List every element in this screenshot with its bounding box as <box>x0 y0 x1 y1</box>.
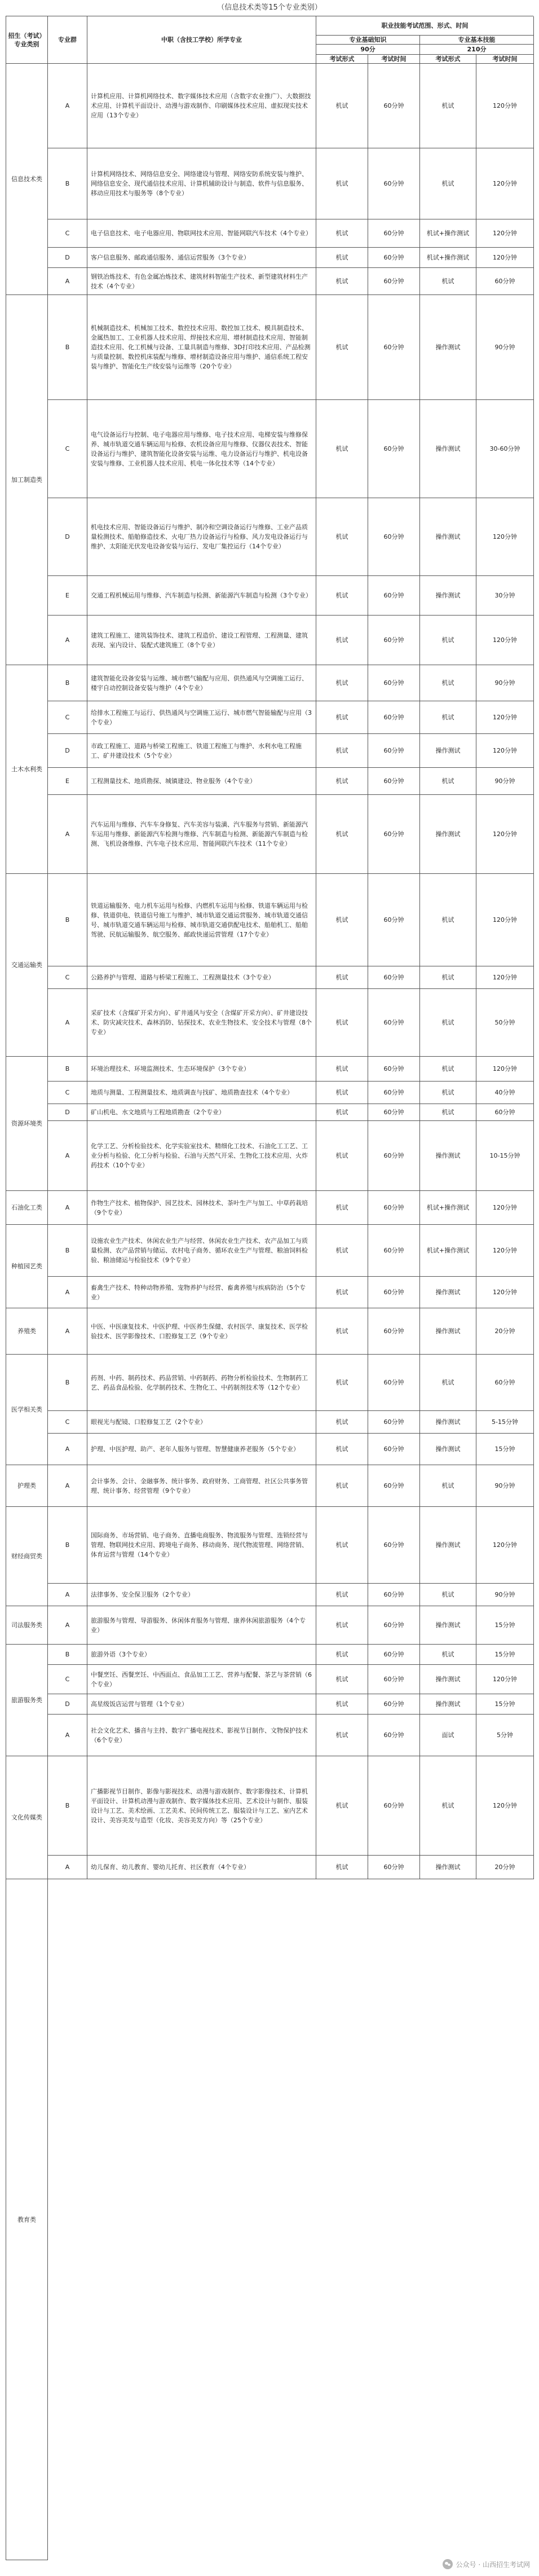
group-cell: B <box>48 1355 87 1411</box>
majors-cell: 机电技术应用、智能设备运行与维护、制冷和空调设备运行与维修、工业产品质量检测技术、船舶修造技术、火电厂热力设备运行与检修、风力发电设备运行与维护、太阳能光伏发电设备安装与运行、发电厂集控运行（14个专业） <box>87 498 316 576</box>
category-cell: 教育类 <box>6 1879 48 2560</box>
category-cell: 信息技术类 <box>6 64 48 295</box>
skill-form-cell: 机试 <box>420 874 476 966</box>
skill-time-cell: 120分钟 <box>476 219 534 248</box>
knowledge-form-cell: 机试 <box>316 498 368 576</box>
skill-form-cell: 机试+操作测试 <box>420 1225 476 1277</box>
knowledge-form-cell: 机试 <box>316 665 368 701</box>
category-cell: 种植园艺类 <box>6 1225 48 1308</box>
skill-time-cell: 120分钟 <box>476 1057 534 1082</box>
knowledge-time-cell: 60分钟 <box>368 1756 420 1856</box>
majors-cell: 社会文化艺术、播音与主持、数字广播电视技术、影视节目制作、文物保护技术（6个专业） <box>87 1715 316 1756</box>
group-cell: A <box>48 1606 87 1645</box>
majors-cell: 钢铁冶炼技术、有色金属冶炼技术、建筑材料智能生产技术、新型建筑材料生产技术（4个专业） <box>87 268 316 295</box>
header-basic-score: 90分 <box>316 45 420 55</box>
group-cell: A <box>48 989 87 1057</box>
majors-cell: 给排水工程施工与运行、供热通风与空调施工运行、城市燃气智能输配与应用（3个专业） <box>87 701 316 734</box>
majors-cell: 广播影视节目制作、影像与影视技术、动漫与游戏制作、数字影像技术、计算机平面设计、计算机动漫与游戏制作、数字媒体技术应用、艺术设计与制作、服装设计与工艺、美术绘画、工艺美术、民间传统工艺、服装设计与工艺、室内艺术设计、美容美发与造型（化妆、美容美发方向）等（25个专业） <box>87 1756 316 1856</box>
majors-cell: 眼视光与配镜、口腔修复工艺（2个专业） <box>87 1411 316 1434</box>
knowledge-form-cell: 机试 <box>316 576 368 616</box>
skill-time-cell: 15分钟 <box>476 1645 534 1665</box>
skill-form-cell: 机试 <box>420 701 476 734</box>
header-skill-score: 210分 <box>420 45 534 55</box>
category-cell: 资源环境类 <box>6 1057 48 1191</box>
skill-time-cell: 90分钟 <box>476 665 534 701</box>
knowledge-form-cell: 机试 <box>316 1121 368 1191</box>
skill-form-cell: 操作测试 <box>420 1507 476 1584</box>
knowledge-form-cell: 机试 <box>316 1191 368 1225</box>
majors-cell: 会计事务、会计、金融事务、统计事务、政府财务、工商管理、社区公共事务管理、统计事务、经营管理（9个专业） <box>87 1465 316 1507</box>
knowledge-form-cell: 机试 <box>316 734 368 768</box>
skill-form-cell: 机试 <box>420 64 476 148</box>
skill-time-cell: 15分钟 <box>476 1606 534 1645</box>
header-exam-scope: 职业技能考试范围、形式、时间 <box>316 16 534 36</box>
skill-form-cell: 操作测试 <box>420 1665 476 1694</box>
majors-cell: 汽车运用与维修、汽车车身修复、汽车美容与装潢、汽车服务与营销、新能源汽车运用与维修、新能源汽车检测与维修、汽车制造与检测、新能源汽车制造与检测、飞机设备维修、汽车电子技术应用、智能网联汽车技术（11个专业） <box>87 795 316 874</box>
skill-form-cell: 机试+操作测试 <box>420 219 476 248</box>
knowledge-time-cell: 60分钟 <box>368 874 420 966</box>
majors-cell: 工程测量技术、地质勘探、城镇建设、物业服务（4个专业） <box>87 768 316 795</box>
wechat-icon <box>443 2559 453 2569</box>
skill-time-cell: 120分钟 <box>476 1756 534 1856</box>
skill-form-cell: 操作测试 <box>420 1694 476 1715</box>
skill-form-cell: 操作测试 <box>420 1277 476 1308</box>
skill-form-cell: 机试 <box>420 665 476 701</box>
skill-form-cell: 操作测试 <box>420 498 476 576</box>
group-cell: A <box>48 1277 87 1308</box>
header-basic-knowledge: 专业基础知识 <box>316 36 420 45</box>
category-cell: 土木水利类 <box>6 665 48 874</box>
skill-time-cell: 120分钟 <box>476 616 534 665</box>
skill-form-cell: 操作测试 <box>420 1856 476 1879</box>
group-cell: B <box>48 1225 87 1277</box>
knowledge-form-cell: 机试 <box>316 1756 368 1856</box>
skill-time-cell: 120分钟 <box>476 966 534 989</box>
group-cell: B <box>48 665 87 701</box>
skill-time-cell: 120分钟 <box>476 498 534 576</box>
knowledge-form-cell: 机试 <box>316 148 368 219</box>
skill-time-cell: 120分钟 <box>476 64 534 148</box>
knowledge-form-cell: 机试 <box>316 1411 368 1434</box>
category-cell: 医学相关类 <box>6 1355 48 1465</box>
knowledge-time-cell: 60分钟 <box>368 1465 420 1507</box>
skill-time-cell: 40分钟 <box>476 1082 534 1104</box>
group-cell: A <box>48 795 87 874</box>
majors-cell: 电气设备运行与控制、电子电器应用与维修、电子技术应用、电梯安装与维修保养、城市轨道交通车辆运用与检修、农机设备应用与维修、仪器仪表技术、智能设备运行与维护、建筑智能化设备安装与运维、电力设备运行与维护、机电设备安装与维修、工业机器人技术应用、机电一体化技术等（14个专业） <box>87 400 316 498</box>
knowledge-form-cell: 机试 <box>316 1694 368 1715</box>
majors-cell: 建筑智能化设备安装与运维、城市燃气输配与应用、供热通风与空调施工运行、楼宇自动控制设备安装与维护（4个专业） <box>87 665 316 701</box>
majors-cell: 矿山机电、水文地质与工程地质勘查（2个专业） <box>87 1104 316 1121</box>
knowledge-form-cell: 机试 <box>316 64 368 148</box>
knowledge-form-cell: 机试 <box>316 616 368 665</box>
knowledge-time-cell: 60分钟 <box>368 1694 420 1715</box>
group-cell: A <box>48 1465 87 1507</box>
majors-cell: 化学工艺、分析检验技术、化学实验室技术、精细化工技术、石油化工工艺、工业分析与检验、化工分析与检验、石油与天然气开采、生物化工技术应用、火炸药技术（10个专业） <box>87 1121 316 1191</box>
majors-cell: 交通工程机械运用与维修、汽车制造与检测、新能源汽车制造与检测（3个专业） <box>87 576 316 616</box>
group-cell: A <box>48 64 87 148</box>
skill-form-cell: 机试 <box>420 148 476 219</box>
knowledge-time-cell: 60分钟 <box>368 400 420 498</box>
skill-time-cell: 20分钟 <box>476 1308 534 1355</box>
skill-time-cell: 120分钟 <box>476 1191 534 1225</box>
group-cell: A <box>48 1584 87 1606</box>
skill-time-cell: 60分钟 <box>476 1104 534 1121</box>
knowledge-form-cell: 机试 <box>316 1665 368 1694</box>
group-cell: E <box>48 576 87 616</box>
skill-time-cell: 120分钟 <box>476 701 534 734</box>
skill-time-cell: 120分钟 <box>476 148 534 219</box>
majors-cell: 旅游服务与管理、导游服务、休闲体育服务与管理、康养休闲旅游服务（4个专业） <box>87 1606 316 1645</box>
knowledge-time-cell: 60分钟 <box>368 1856 420 1879</box>
skill-form-cell: 机试 <box>420 1355 476 1411</box>
majors-cell: 中餐烹饪、西餐烹饪、中西面点、食品加工工艺、营养与配餐、茶艺与茶营销（6个专业） <box>87 1665 316 1694</box>
knowledge-time-cell: 60分钟 <box>368 1057 420 1082</box>
group-cell: D <box>48 1694 87 1715</box>
group-cell: C <box>48 400 87 498</box>
group-cell: B <box>48 148 87 219</box>
table-caption: （信息技术类等15个专业类别） <box>217 3 322 12</box>
group-cell: B <box>48 874 87 966</box>
skill-form-cell: 操作测试 <box>420 1308 476 1355</box>
knowledge-form-cell: 机试 <box>316 1225 368 1277</box>
category-cell: 文化传媒类 <box>6 1756 48 1879</box>
group-cell: A <box>48 1308 87 1355</box>
knowledge-time-cell: 60分钟 <box>368 1225 420 1277</box>
knowledge-time-cell: 60分钟 <box>368 966 420 989</box>
majors-cell: 客户信息服务、邮政通信服务、通信运营服务（3个专业） <box>87 248 316 268</box>
skill-time-cell: 60分钟 <box>476 268 534 295</box>
knowledge-time-cell: 60分钟 <box>368 1277 420 1308</box>
knowledge-time-cell: 60分钟 <box>368 1191 420 1225</box>
knowledge-time-cell: 60分钟 <box>368 1121 420 1191</box>
group-cell: A <box>48 1715 87 1756</box>
knowledge-form-cell: 机试 <box>316 1277 368 1308</box>
knowledge-time-cell: 60分钟 <box>368 1584 420 1606</box>
knowledge-time-cell: 60分钟 <box>368 768 420 795</box>
skill-time-cell: 120分钟 <box>476 795 534 874</box>
knowledge-form-cell: 机试 <box>316 768 368 795</box>
group-cell: D <box>48 734 87 768</box>
group-cell: B <box>48 1756 87 1856</box>
skill-form-cell: 操作测试 <box>420 1606 476 1645</box>
skill-form-cell: 机试 <box>420 768 476 795</box>
knowledge-form-cell: 机试 <box>316 268 368 295</box>
header-category: 招生（考试）专业类别 <box>6 16 48 64</box>
knowledge-time-cell: 60分钟 <box>368 248 420 268</box>
majors-cell: 环境治理技术、环境监测技术、生态环境保护（3个专业） <box>87 1057 316 1082</box>
skill-time-cell: 120分钟 <box>476 1507 534 1584</box>
category-cell: 加工制造类 <box>6 295 48 665</box>
knowledge-time-cell: 60分钟 <box>368 1308 420 1355</box>
skill-form-cell: 操作测试 <box>420 795 476 874</box>
knowledge-time-cell: 60分钟 <box>368 1507 420 1584</box>
skill-form-cell: 操作测试 <box>420 1411 476 1434</box>
majors-cell: 法律事务、安全保卫服务（2个专业） <box>87 1584 316 1606</box>
knowledge-form-cell: 机试 <box>316 1645 368 1665</box>
skill-form-cell: 机试 <box>420 989 476 1057</box>
skill-time-cell: 5分钟 <box>476 1715 534 1756</box>
header-basic-skill: 专业基本技能 <box>420 36 534 45</box>
knowledge-time-cell: 60分钟 <box>368 1665 420 1694</box>
majors-cell: 采矿技术（含煤矿开采方向）、矿井通风与安全（含煤矿开采方向）、矿井建设技术、防灾减灾技术、森林消防、钻探技术、农业生物技术、安全技术与管理（8个专业） <box>87 989 316 1057</box>
skill-form-cell: 机试 <box>420 966 476 989</box>
knowledge-form-cell: 机试 <box>316 1057 368 1082</box>
skill-time-cell: 5-15分钟 <box>476 1411 534 1434</box>
skill-form-cell: 操作测试 <box>420 295 476 400</box>
knowledge-time-cell: 60分钟 <box>368 576 420 616</box>
majors-cell: 电子信息技术、电子电器应用、物联网技术应用、智能网联汽车技术（4个专业） <box>87 219 316 248</box>
header-time-2: 考试时间 <box>476 55 534 64</box>
knowledge-time-cell: 60分钟 <box>368 64 420 148</box>
knowledge-form-cell: 机试 <box>316 1507 368 1584</box>
category-cell: 司法服务类 <box>6 1606 48 1645</box>
group-cell: B <box>48 1507 87 1584</box>
majors-cell: 铁道运输服务、电力机车运用与检修、内燃机车运用与检修、铁道车辆运用与检修、铁道供电、铁道信号施工与维护、城市轨道交通运营服务、城市轨道交通信号、城市轨道交通车辆运用与检修、城市轨道交通供配电技术、船舶机工、船舶驾驶、民航运输服务、航空服务、邮政快递运营管理（17个专业） <box>87 874 316 966</box>
knowledge-form-cell: 机试 <box>316 701 368 734</box>
knowledge-time-cell: 60分钟 <box>368 701 420 734</box>
skill-form-cell: 操作测试 <box>420 734 476 768</box>
exam-table <box>6 16 533 2560</box>
skill-time-cell: 90分钟 <box>476 768 534 795</box>
header-form-1: 考试形式 <box>316 55 368 64</box>
skill-form-cell: 机试 <box>420 1645 476 1665</box>
group-cell: A <box>48 1121 87 1191</box>
group-cell: D <box>48 248 87 268</box>
group-cell: C <box>48 1665 87 1694</box>
skill-form-cell: 机试 <box>420 1465 476 1507</box>
knowledge-form-cell: 机试 <box>316 295 368 400</box>
skill-form-cell: 面试 <box>420 1715 476 1756</box>
group-cell: A <box>48 616 87 665</box>
knowledge-time-cell: 60分钟 <box>368 1434 420 1465</box>
watermark <box>443 2558 530 2570</box>
category-cell: 护理类 <box>6 1465 48 1507</box>
skill-time-cell: 120分钟 <box>476 874 534 966</box>
knowledge-time-cell: 60分钟 <box>368 989 420 1057</box>
header-majors: 中职（含技工学校）所学专业 <box>87 16 316 64</box>
knowledge-time-cell: 60分钟 <box>368 795 420 874</box>
group-cell: C <box>48 701 87 734</box>
majors-cell: 作物生产技术、植物保护、园艺技术、园林技术、茶叶生产与加工、中草药栽培（9个专业） <box>87 1191 316 1225</box>
knowledge-form-cell: 机试 <box>316 795 368 874</box>
skill-time-cell: 120分钟 <box>476 1225 534 1277</box>
skill-time-cell: 15分钟 <box>476 1434 534 1465</box>
majors-cell: 计算机应用、计算机网络技术、数字媒体技术应用（含数字农业推广）、大数据技术应用、计算机平面设计、动漫与游戏制作、印刷媒体技术应用、虚拟现实技术应用（13个专业） <box>87 64 316 148</box>
skill-time-cell: 120分钟 <box>476 1665 534 1694</box>
majors-cell: 设施农业生产技术、休闲农业生产与经营、休闲农业生产技术、农产品加工与质量检测、农产品营销与储运、农村电子商务、循环农业生产与管理、粮油饲料检验、粮油储运与检验技术（9个专业） <box>87 1225 316 1277</box>
majors-cell: 地质与测量、工程测量技术、地质调查与找矿、地质勘查技术（4个专业） <box>87 1082 316 1104</box>
knowledge-time-cell: 60分钟 <box>368 665 420 701</box>
knowledge-time-cell: 60分钟 <box>368 1715 420 1756</box>
knowledge-form-cell: 机试 <box>316 874 368 966</box>
group-cell: E <box>48 768 87 795</box>
majors-cell: 计算机网络技术、网络信息安全、网络建设与管理、网络安防系统安装与维护、网络信息安全、现代通信技术应用、计算机辅助设计与制造、软件与信息服务、移动应用技术与服务等（8个专业） <box>87 148 316 219</box>
group-cell: C <box>48 1082 87 1104</box>
knowledge-time-cell: 60分钟 <box>368 268 420 295</box>
knowledge-form-cell: 机试 <box>316 989 368 1057</box>
knowledge-time-cell: 60分钟 <box>368 295 420 400</box>
knowledge-form-cell: 机试 <box>316 1082 368 1104</box>
skill-form-cell: 机试 <box>420 1057 476 1082</box>
skill-form-cell: 机试 <box>420 268 476 295</box>
skill-form-cell: 机试 <box>420 1104 476 1121</box>
knowledge-form-cell: 机试 <box>316 1465 368 1507</box>
group-cell: B <box>48 1645 87 1665</box>
majors-cell: 市政工程施工、道路与桥梁工程施工、铁道工程施工与维护、水利水电工程施工、矿井建设技术（5个专业） <box>87 734 316 768</box>
knowledge-form-cell: 机试 <box>316 219 368 248</box>
skill-form-cell: 操作测试 <box>420 400 476 498</box>
category-cell: 养殖类 <box>6 1308 48 1355</box>
group-cell: C <box>48 966 87 989</box>
skill-time-cell: 90分钟 <box>476 295 534 400</box>
header-form-2: 考试形式 <box>420 55 476 64</box>
group-cell: D <box>48 498 87 576</box>
skill-time-cell: 20分钟 <box>476 1856 534 1879</box>
skill-form-cell: 机试+操作测试 <box>420 1191 476 1225</box>
knowledge-time-cell: 60分钟 <box>368 1082 420 1104</box>
knowledge-form-cell: 机试 <box>316 1308 368 1355</box>
knowledge-time-cell: 60分钟 <box>368 219 420 248</box>
majors-cell: 中医、中医康复技术、中医护理、中医养生保健、农村医学、康复技术、医学检验技术、医学影像技术、口腔修复工艺（9个专业） <box>87 1308 316 1355</box>
skill-form-cell: 操作测试 <box>420 1434 476 1465</box>
knowledge-time-cell: 60分钟 <box>368 1645 420 1665</box>
skill-time-cell: 30-60分钟 <box>476 400 534 498</box>
knowledge-form-cell: 机试 <box>316 1104 368 1121</box>
skill-time-cell: 120分钟 <box>476 248 534 268</box>
knowledge-form-cell: 机试 <box>316 1856 368 1879</box>
knowledge-form-cell: 机试 <box>316 1606 368 1645</box>
knowledge-form-cell: 机试 <box>316 248 368 268</box>
skill-time-cell: 15分钟 <box>476 1694 534 1715</box>
watermark-text: 公众号 · 山西招生考试网 <box>456 2560 530 2569</box>
knowledge-form-cell: 机试 <box>316 1584 368 1606</box>
knowledge-form-cell: 机试 <box>316 966 368 989</box>
group-cell: D <box>48 1104 87 1121</box>
majors-cell: 机械制造技术、机械加工技术、数控技术应用、数控加工技术、模具制造技术、金属热加工、工业机器人技术应用、焊接技术应用、增材制造技术应用、智能制造技术应用、化工机械与设备、工量具制造与维修、3D打印技术应用、产品检测与质量控制、数控机床装配与维修、增材制造设备应用与维护、通信系统工程安装与维护、智能化生产线安装与运维等（20个专业） <box>87 295 316 400</box>
knowledge-time-cell: 60分钟 <box>368 616 420 665</box>
knowledge-time-cell: 60分钟 <box>368 498 420 576</box>
category-cell: 石油化工类 <box>6 1191 48 1225</box>
knowledge-time-cell: 60分钟 <box>368 148 420 219</box>
skill-time-cell: 30分钟 <box>476 576 534 616</box>
majors-cell: 高星级饭店运营与管理（1个专业） <box>87 1694 316 1715</box>
majors-cell: 药剂、中药、制药技术、药品营销、中药制药、药物分析检验技术、生物制药工艺、药品食品检验、化学制药技术、生物化工、中药制剂技术等（12个专业） <box>87 1355 316 1411</box>
skill-form-cell: 机试 <box>420 616 476 665</box>
knowledge-time-cell: 60分钟 <box>368 734 420 768</box>
knowledge-time-cell: 60分钟 <box>368 1606 420 1645</box>
knowledge-form-cell: 机试 <box>316 1715 368 1756</box>
skill-time-cell: 60分钟 <box>476 1355 534 1411</box>
skill-time-cell: 120分钟 <box>476 1277 534 1308</box>
skill-form-cell: 机试 <box>420 1584 476 1606</box>
group-cell: A <box>48 1434 87 1465</box>
header-group: 专业群 <box>48 16 87 64</box>
skill-time-cell: 120分钟 <box>476 734 534 768</box>
skill-time-cell: 50分钟 <box>476 989 534 1057</box>
majors-cell: 国际商务、市场营销、电子商务、直播电商服务、物流服务与管理、连锁经营与管理、物联网技术应用、跨境电子商务、移动商务、现代物流管理、网络营销、体育运营与管理（14个专业） <box>87 1507 316 1584</box>
category-cell: 交通运输类 <box>6 874 48 1057</box>
group-cell: A <box>48 1191 87 1225</box>
majors-cell: 旅游外语（3个专业） <box>87 1645 316 1665</box>
knowledge-time-cell: 60分钟 <box>368 1104 420 1121</box>
knowledge-form-cell: 机试 <box>316 400 368 498</box>
majors-cell: 建筑工程施工、建筑装饰技术、建筑工程造价、建设工程管理、工程测量、建筑表现、室内设计、装配式建筑施工（8个专业） <box>87 616 316 665</box>
knowledge-time-cell: 60分钟 <box>368 1355 420 1411</box>
skill-time-cell: 90分钟 <box>476 1584 534 1606</box>
skill-form-cell: 机试+操作测试 <box>420 248 476 268</box>
knowledge-form-cell: 机试 <box>316 1355 368 1411</box>
group-cell: A <box>48 268 87 295</box>
knowledge-time-cell: 60分钟 <box>368 1411 420 1434</box>
skill-time-cell: 90分钟 <box>476 1465 534 1507</box>
group-cell: C <box>48 219 87 248</box>
skill-form-cell: 操作测试 <box>420 1121 476 1191</box>
majors-cell: 幼儿保育、幼儿教育、婴幼儿托育、社区教育（4个专业） <box>87 1856 316 1879</box>
category-cell: 财经商贸类 <box>6 1507 48 1606</box>
category-cell: 旅游服务类 <box>6 1645 48 1756</box>
group-cell: B <box>48 295 87 400</box>
group-cell: B <box>48 1057 87 1082</box>
skill-form-cell: 机试 <box>420 1756 476 1856</box>
group-cell: A <box>48 1856 87 1879</box>
knowledge-form-cell: 机试 <box>316 1434 368 1465</box>
majors-cell: 畜禽生产技术、特种动物养殖、宠物养护与经营、畜禽养殖与疾病防治（5个专业） <box>87 1277 316 1308</box>
header-time-1: 考试时间 <box>368 55 420 64</box>
skill-form-cell: 机试 <box>420 1082 476 1104</box>
group-cell: C <box>48 1411 87 1434</box>
skill-form-cell: 操作测试 <box>420 576 476 616</box>
majors-cell: 护理、中医护理、助产、老年人服务与管理、智慧健康养老服务（5个专业） <box>87 1434 316 1465</box>
skill-time-cell: 10-15分钟 <box>476 1121 534 1191</box>
majors-cell: 公路养护与管理、道路与桥梁工程施工、工程测量技术（3个专业） <box>87 966 316 989</box>
